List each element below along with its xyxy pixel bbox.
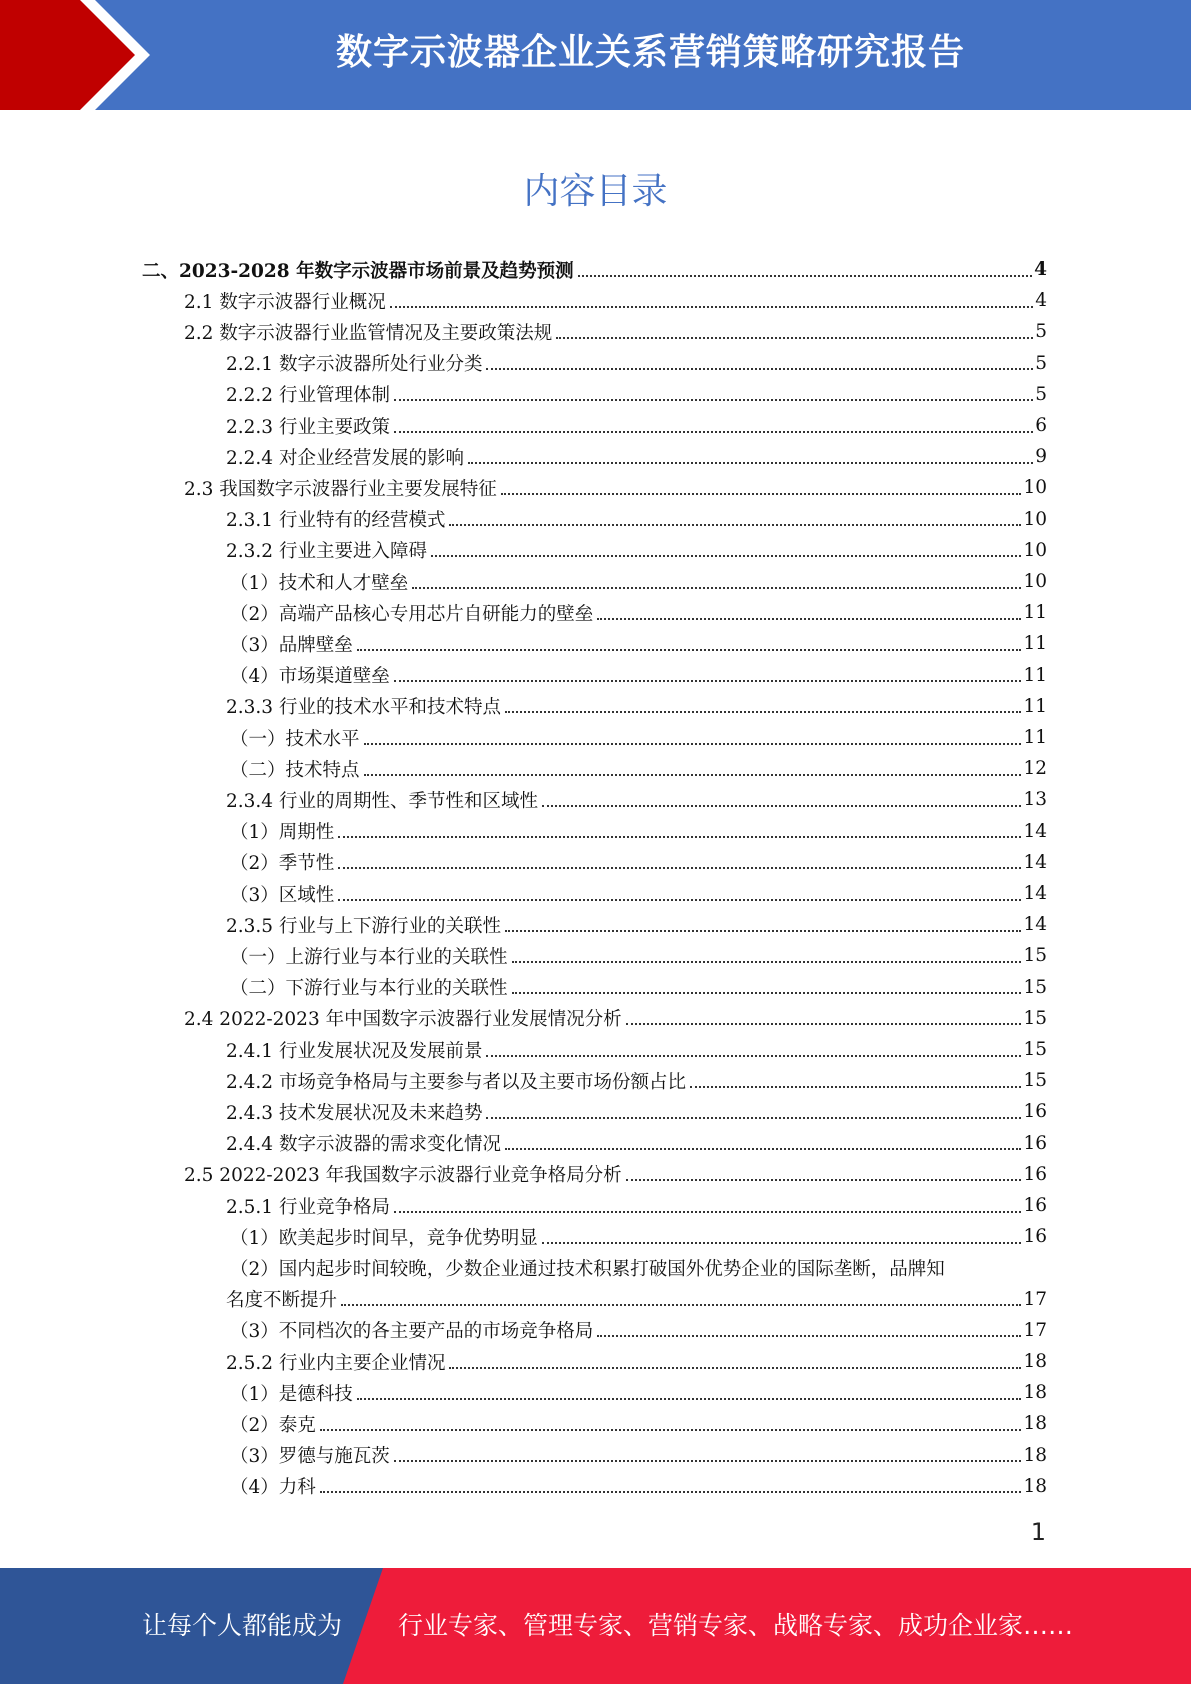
- toc-entry-page: 14: [1023, 914, 1047, 936]
- toc-entry-label: 2.4.3 技术发展状况及未来趋势: [226, 1102, 483, 1124]
- toc-dot-leader: [394, 431, 1033, 433]
- toc-heading: 内容目录: [523, 171, 668, 212]
- toc-entry[interactable]: [230, 1440, 1047, 1471]
- toc-entry[interactable]: [226, 441, 1047, 472]
- toc-entry[interactable]: [226, 1346, 1047, 1377]
- toc-entry-page: 11: [1023, 727, 1047, 748]
- toc-dot-leader: [626, 1023, 1022, 1025]
- toc-dot-leader: [431, 555, 1021, 557]
- toc-entry-label: 2.3.1 行业特有的经营模式: [226, 510, 446, 532]
- toc-entry-label: 2.2.2 行业管理体制: [226, 385, 390, 407]
- toc-dot-leader: [578, 275, 1033, 277]
- toc-entry[interactable]: [226, 410, 1047, 441]
- toc-entry[interactable]: [226, 784, 1047, 815]
- toc-entry-page: 15: [1023, 1070, 1047, 1092]
- toc-dot-leader: [486, 1117, 1021, 1119]
- toc-entry-label: （一）上游行业与本行业的关联性: [230, 946, 508, 968]
- toc-entry-page: 10: [1023, 508, 1047, 530]
- toc-entry-label: （2）季节性: [230, 853, 335, 875]
- toc-entry[interactable]: [184, 1159, 1047, 1190]
- toc-dot-leader: [505, 930, 1021, 932]
- toc-entry[interactable]: [230, 1315, 1047, 1346]
- toc-entry-page: 5: [1035, 352, 1047, 374]
- toc-entry-page: 6: [1035, 415, 1047, 436]
- toc-entry-label: （3）区域性: [230, 884, 335, 906]
- toc-entry[interactable]: [230, 660, 1047, 691]
- toc-dot-leader: [597, 1335, 1021, 1337]
- toc-dot-leader: [338, 867, 1021, 869]
- toc-entry-label: （3）品牌壁垒: [230, 634, 353, 656]
- toc-dot-leader: [320, 1491, 1022, 1493]
- toc-entry-page: 16: [1023, 1101, 1047, 1123]
- toc-entry[interactable]: [230, 878, 1047, 909]
- toc-dot-leader: [486, 368, 1033, 370]
- toc-dot-leader: [542, 805, 1021, 807]
- toc-entry[interactable]: [230, 753, 1047, 784]
- toc-entry-page: 16: [1023, 1226, 1047, 1248]
- toc-dot-leader: [501, 493, 1022, 495]
- toc-dot-leader: [338, 899, 1021, 901]
- toc-dot-leader: [394, 399, 1033, 401]
- toc-entry-page: 4: [1034, 259, 1047, 280]
- chevron-decoration-icon: [0, 0, 160, 110]
- toc-entry[interactable]: [230, 597, 1047, 628]
- toc-entry[interactable]: [184, 316, 1047, 347]
- toc-entry-page: 11: [1023, 695, 1047, 717]
- toc-entry-page: 5: [1035, 321, 1047, 343]
- toc-entry[interactable]: [230, 1221, 1047, 1252]
- toc-entry-label: （3）不同档次的各主要产品的市场竞争格局: [230, 1321, 594, 1343]
- toc-entry-page: 10: [1023, 539, 1047, 561]
- toc-dot-leader: [394, 1460, 1022, 1462]
- toc-entry-page: 14: [1023, 820, 1047, 842]
- toc-entry[interactable]: [230, 628, 1047, 659]
- toc-dot-leader: [505, 1148, 1021, 1150]
- footer-banner: [0, 1568, 1191, 1684]
- toc-entry-page: 11: [1023, 664, 1047, 686]
- toc-entry-page: 10: [1023, 477, 1047, 499]
- toc-entry[interactable]: [226, 1284, 1047, 1315]
- toc-entry-label: （2）国内起步时间较晚，少数企业通过技术积累打破国外优势企业的国际垄断，品牌知: [230, 1258, 945, 1280]
- toc-entry-label: 二、2023-2028 年数字示波器市场前景及趋势预测: [142, 260, 574, 282]
- toc-entry[interactable]: [226, 535, 1047, 566]
- toc-entry-label: 2.2.4 对企业经营发展的影响: [226, 447, 464, 469]
- toc-entry-label: 2.3 我国数字示波器行业主要发展特征: [184, 478, 497, 500]
- toc-entry[interactable]: [230, 722, 1047, 753]
- toc-dot-leader: [341, 1304, 1021, 1306]
- toc-dot-leader: [320, 1429, 1022, 1431]
- toc-entry[interactable]: [226, 1034, 1047, 1065]
- toc-entry-page: 18: [1023, 1413, 1047, 1435]
- toc-entry[interactable]: [226, 379, 1047, 410]
- toc-entry-label: （1）欧美起步时间早，竞争优势明显: [230, 1227, 538, 1249]
- toc-entry-label: （二）技术特点: [230, 759, 360, 781]
- toc-entry[interactable]: [230, 972, 1047, 1003]
- toc-entry-label: 2.2 数字示波器行业监管情况及主要政策法规: [184, 322, 553, 344]
- toc-dot-leader: [449, 524, 1021, 526]
- toc-dot-leader: [556, 337, 1033, 339]
- toc-entry-label: 2.1 数字示波器行业概况: [184, 291, 386, 313]
- toc-entry[interactable]: [230, 566, 1047, 597]
- toc-entry[interactable]: [226, 1190, 1047, 1221]
- footer-slogan-right: 行业专家、管理专家、营销专家、战略专家、成功企业家……: [398, 1611, 1074, 1640]
- toc-dot-leader: [394, 680, 1022, 682]
- toc-dot-leader: [394, 1211, 1021, 1213]
- toc-entry[interactable]: [226, 1128, 1047, 1159]
- toc-dot-leader: [512, 992, 1022, 994]
- toc-entry-label: 2.3.2 行业主要进入障碍: [226, 541, 427, 563]
- toc-dot-leader: [597, 618, 1021, 620]
- toc-entry-label: （1）周期性: [230, 822, 335, 844]
- toc-dot-leader: [626, 1179, 1022, 1181]
- toc-entry-page: 11: [1023, 602, 1047, 624]
- toc-entry-page: 18: [1023, 1382, 1047, 1404]
- header-banner: [0, 0, 1191, 110]
- toc-entry-page: 14: [1023, 883, 1047, 904]
- toc-entry-page: 10: [1023, 571, 1047, 592]
- toc-entry-label: （2）泰克: [230, 1414, 316, 1436]
- toc-entry-page: 15: [1023, 945, 1047, 967]
- toc-entry-page: 17: [1023, 1319, 1047, 1341]
- footer-slogan-left: 让每个人都能成为: [142, 1611, 343, 1640]
- toc-entry[interactable]: [226, 1096, 1047, 1127]
- toc-entry-page: 11: [1023, 633, 1047, 655]
- toc-entry[interactable]: [230, 1408, 1047, 1439]
- toc-dot-leader: [486, 1055, 1021, 1057]
- toc-dot-leader: [505, 711, 1021, 713]
- toc-entry[interactable]: [142, 254, 1047, 285]
- toc-dot-leader: [338, 836, 1021, 838]
- toc-entry-page: 16: [1023, 1163, 1047, 1185]
- toc-entry[interactable]: [226, 691, 1047, 722]
- toc-entry-label: 2.5.2 行业内主要企业情况: [226, 1352, 446, 1374]
- toc-entry-label: （4）力科: [230, 1477, 316, 1499]
- toc-entry-page: 12: [1023, 758, 1047, 780]
- toc-entry[interactable]: [226, 504, 1047, 535]
- toc-dot-leader: [412, 587, 1021, 589]
- toc-dot-leader: [357, 1398, 1022, 1400]
- toc-entry[interactable]: [230, 940, 1047, 971]
- toc-entry-label: 2.4.4 数字示波器的需求变化情况: [226, 1134, 501, 1156]
- toc-entry-page: 17: [1023, 1288, 1047, 1310]
- toc-entry-label: 2.2.1 数字示波器所处行业分类: [226, 354, 483, 376]
- toc-dot-leader: [512, 961, 1022, 963]
- toc-entry-page: 13: [1023, 789, 1047, 811]
- toc-entry[interactable]: [230, 1377, 1047, 1408]
- toc-entry[interactable]: [184, 285, 1047, 316]
- toc-entry[interactable]: [226, 1065, 1047, 1096]
- toc-entry-label: 2.4 2022-2023 年中国数字示波器行业发展情况分析: [184, 1009, 622, 1031]
- toc-dot-leader: [690, 1086, 1021, 1088]
- toc-dot-leader: [542, 1242, 1022, 1244]
- toc-dot-leader: [364, 774, 1022, 776]
- toc-entry-page: 15: [1023, 976, 1047, 998]
- toc-entry-page: 4: [1035, 290, 1047, 312]
- toc-dot-leader: [357, 649, 1022, 651]
- page-number: 1: [1030, 1518, 1046, 1546]
- toc-entry-label: 名度不断提升: [226, 1290, 338, 1312]
- toc-entry-label: 2.5.1 行业竞争格局: [226, 1196, 390, 1218]
- toc-entry-page: 5: [1035, 383, 1047, 405]
- toc-entry-page: 18: [1023, 1444, 1047, 1466]
- toc-entry-page: 16: [1023, 1132, 1047, 1154]
- toc-entry-label: 2.3.4 行业的周期性、季节性和区域性: [226, 790, 538, 812]
- toc-entry[interactable]: [226, 909, 1047, 940]
- toc-entry-page: 14: [1023, 851, 1047, 873]
- toc-entry[interactable]: [184, 1003, 1047, 1034]
- toc-entry-label: （2）高端产品核心专用芯片自研能力的壁垒: [230, 603, 594, 625]
- toc-dot-leader: [449, 1367, 1021, 1369]
- toc-entry-page: 9: [1035, 446, 1047, 468]
- toc-entry-page: 16: [1023, 1195, 1047, 1216]
- toc-entry-label: （1）是德科技: [230, 1383, 353, 1405]
- toc-entry-label: （4）市场渠道壁垒: [230, 666, 390, 688]
- toc-entry-label: 2.4.1 行业发展状况及发展前景: [226, 1040, 483, 1062]
- toc-entry[interactable]: [230, 847, 1047, 878]
- toc-entry-page: 15: [1023, 1039, 1047, 1060]
- toc-entry-label: 2.3.3 行业的技术水平和技术特点: [226, 697, 501, 719]
- toc-entry-label: 2.4.2 市场竞争格局与主要参与者以及主要市场份额占比: [226, 1071, 686, 1093]
- toc-entry-page: 18: [1023, 1475, 1047, 1497]
- toc-entry-label: 2.3.5 行业与上下游行业的关联性: [226, 915, 501, 937]
- toc-entry-label: （1）技术和人才壁垒: [230, 572, 409, 594]
- toc-dot-leader: [468, 462, 1033, 464]
- report-title: 数字示波器企业关系营销策略研究报告: [335, 32, 965, 73]
- toc-entry-label: 2.2.3 行业主要政策: [226, 416, 390, 438]
- toc-entry[interactable]: [230, 816, 1047, 847]
- toc-entry-page: 18: [1023, 1351, 1047, 1372]
- toc-entry-page: 15: [1023, 1007, 1047, 1029]
- toc-entry-wrapped-line1[interactable]: [230, 1252, 945, 1283]
- toc-entry[interactable]: [230, 1471, 1047, 1502]
- toc-entry-label: （3）罗德与施瓦茨: [230, 1446, 390, 1468]
- toc-entry-label: 2.5 2022-2023 年我国数字示波器行业竞争格局分析: [184, 1165, 622, 1187]
- toc-entry-label: （二）下游行业与本行业的关联性: [230, 978, 508, 1000]
- toc-dot-leader: [364, 743, 1022, 745]
- toc-entry[interactable]: [184, 472, 1047, 503]
- toc-dot-leader: [390, 306, 1033, 308]
- toc-entry-label: （一）技术水平: [230, 728, 360, 750]
- toc-entry[interactable]: [226, 348, 1047, 379]
